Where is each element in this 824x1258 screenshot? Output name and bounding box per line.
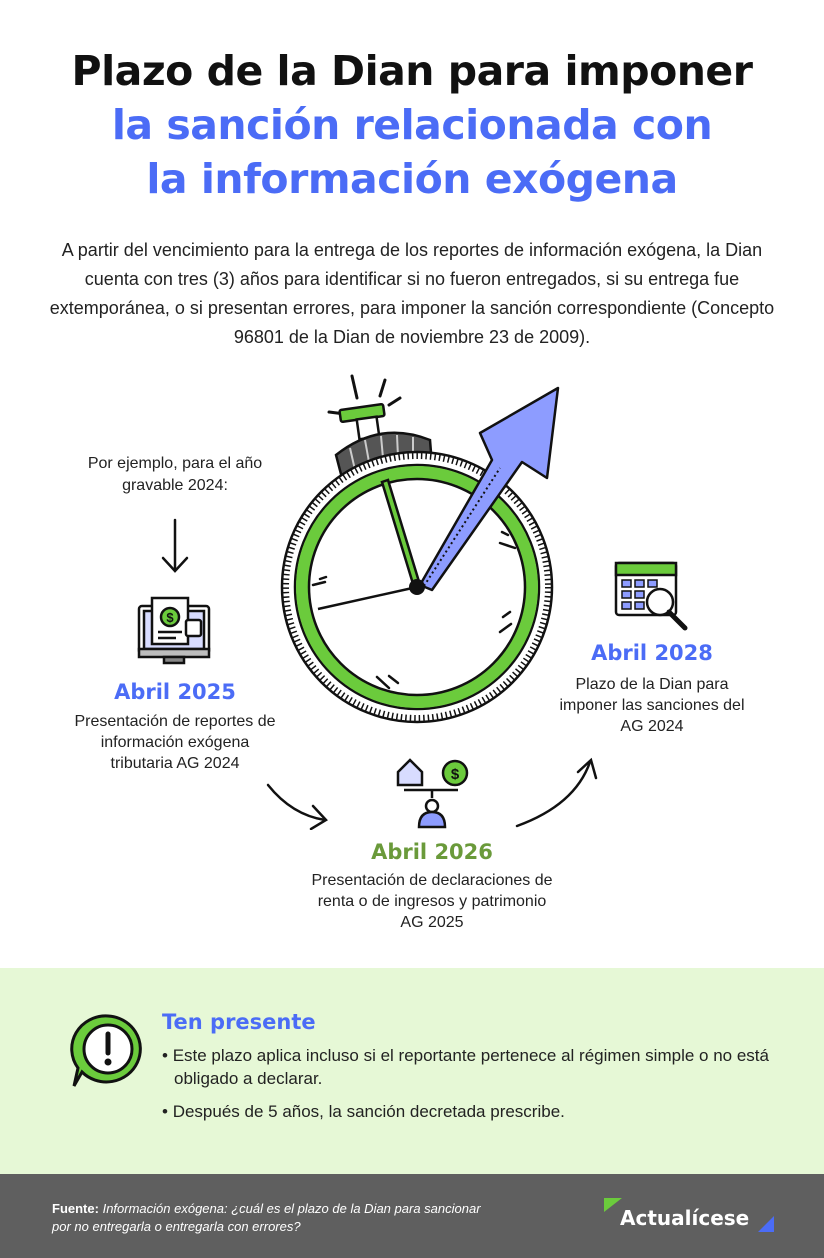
note-list	[160, 1044, 780, 1133]
note-item: • Después de 5 años, la sanción decretada prescribe.	[160, 1100, 780, 1123]
title-line-3: la información exógena	[146, 155, 678, 203]
curved-arrow-2	[517, 760, 596, 826]
step-desc-2026: Presentación de declaraciones de renta o de ingresos y patrimonio AG 2025	[311, 872, 553, 931]
down-arrow	[163, 520, 187, 571]
footer-source	[52, 1200, 492, 1236]
source-label: Fuente:	[52, 1201, 99, 1216]
step-desc-2025: Presentación de reportes de información exógena tributaria AG 2024	[74, 713, 276, 772]
source-text: Información exógena: ¿cuál es el plazo de la Dian para sancionar por no entregarla o entregarla con errores?	[52, 1201, 481, 1234]
svg-text:$: $	[166, 610, 174, 625]
exclamation-bubble-icon	[68, 1010, 150, 1090]
brand-logo[interactable]: Actualícese	[620, 1206, 750, 1230]
step-date-2026: Abril 2026	[371, 840, 493, 864]
step-desc-2028: Plazo de la Dian para imponer las sanciones del AG 2024	[559, 676, 745, 735]
title-line-1: Plazo de la Dian para imponer	[71, 47, 753, 95]
note-item: • Este plazo aplica incluso si el reportante pertenece al régimen simple o no está obligado a declarar.	[160, 1044, 780, 1090]
house-money-person-icon	[398, 760, 467, 827]
page-title	[0, 44, 824, 206]
example-caption: Por ejemplo, para el año gravable 2024:	[87, 455, 263, 494]
curved-arrow-1	[268, 785, 326, 829]
intro-paragraph: A partir del vencimiento para la entrega de los reportes de información exógena, la Dian cuenta con tres (3) años para identificar si no fueron entregados, si su entrega fue extemporánea, o si presentan errores, para imponer la sanción correspondiente (Concepto 96801 de la Dian de noviembre 23 de 2009).	[49, 240, 775, 347]
calendar-search-icon	[616, 563, 685, 628]
step-date-2025: Abril 2025	[114, 680, 236, 704]
computer-invoice-icon	[139, 598, 209, 663]
svg-text:$: $	[450, 766, 460, 783]
brand-mark-blue	[756, 1216, 776, 1234]
step-date-2028: Abril 2028	[591, 641, 713, 665]
title-line-2: la sanción relacionada con	[111, 101, 713, 149]
note-title: Ten presente	[162, 1010, 316, 1034]
